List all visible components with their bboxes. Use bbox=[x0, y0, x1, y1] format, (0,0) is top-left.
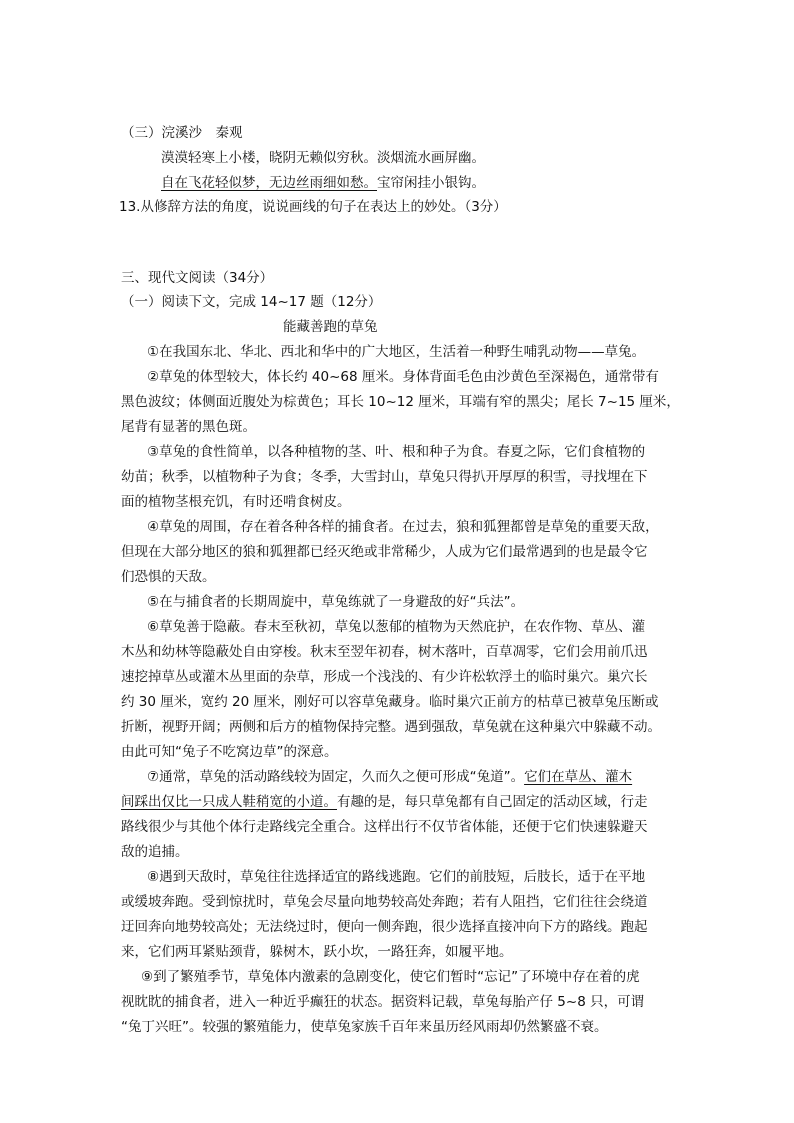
poem-underlined-lines: 自在飞花轻似梦，无边丝雨细如愁。 bbox=[161, 175, 377, 191]
sub-heading: （一）阅读下文，完成 14~17 题（12分） bbox=[121, 294, 382, 310]
paragraph-3-line: 面的植物茎根充饥，有时还啃食树皮。 bbox=[121, 494, 351, 510]
poem-line-2 bbox=[161, 174, 485, 192]
paragraph-4-line: 但现在大部分地区的狼和狐狸都已经灭绝或非常稀少，人成为它们最常遇到的也是最令它 bbox=[121, 544, 648, 560]
poem-line-1: 漠漠轻寒上小楼，晓阴无赖似穷秋。淡烟流水画屏幽。 bbox=[161, 150, 485, 166]
paragraph-9-line: ⑨到了繁殖季节，草兔体内激素的急剧变化，使它们暂时“忘记”了环境中存在着的虎 bbox=[141, 969, 640, 985]
paragraph-1: ①在我国东北、华北、西北和华中的广大地区，生活着一种野生哺乳动物——草兔。 bbox=[147, 344, 646, 360]
poem-line-2-rest: 宝帘闲挂小银钩。 bbox=[377, 175, 485, 191]
paragraph-7-line bbox=[121, 793, 648, 811]
poem-heading: （三）浣溪沙 秦观 bbox=[121, 125, 243, 141]
paragraph-3-line: 幼苗；秋季，以植物种子为食；冬季，大雪封山，草兔只得扒开厚厚的积雪，寻找埋在下 bbox=[121, 469, 648, 485]
paragraph-7-line: 敌的追捕。 bbox=[121, 844, 189, 860]
paragraph-6-line: 速挖掉草丛或灌木丛里面的杂草，形成一个浅浅的、有少许松软浮土的临时巢穴。巢穴长 bbox=[121, 669, 648, 685]
paragraph-3-line: ③草兔的食性简单，以各种植物的茎、叶、根和种子为食。春夏之际，它们食植物的 bbox=[147, 444, 646, 460]
paragraph-6-line: 约 30 厘米，宽约 20 厘米，刚好可以容草兔藏身。临时巢穴正前方的枯草已被草兔压断或 bbox=[121, 694, 659, 710]
paragraph-2-line: 尾背有显著的黑色斑。 bbox=[121, 419, 256, 435]
paragraph-6-line: 木丛和幼林等隐蔽处自由穿梭。秋末至翌年初春，树木落叶，百草凋零，它们会用前爪迅 bbox=[121, 644, 648, 660]
paragraph-8-line: 来，它们两耳紧贴颈背，躲树木，跃小坎，一路狂奔，如履平地。 bbox=[121, 944, 513, 960]
paragraph-9-line: “兔丁兴旺”。较强的繁殖能力，使草兔家族千百年来虽历经风雨却仍然繁盛不衰。 bbox=[121, 1019, 608, 1035]
section-heading: 三、现代文阅读（34分） bbox=[121, 270, 274, 286]
paragraph-7-line: 路线很少与其他个体行走路线完全重合。这样出行不仅节省体能，还便于它们快速躲避天 bbox=[121, 819, 648, 835]
paragraph-8-line: ⑧遇到天敌时，草兔往往选择适宜的路线逃跑。它们的前肢短，后肢长，适于在平地 bbox=[147, 869, 646, 885]
paragraph-9-line: 视眈眈的捕食者，进入一种近乎癫狂的状态。据资料记载，草兔每胎产仔 5~8 只，可谓 bbox=[121, 994, 645, 1010]
paragraph-8-line: 或缓坡奔跑。受到惊扰时，草兔会尽量向地势较高处奔跑；若有人阻挡，它们往往会绕道 bbox=[121, 894, 648, 910]
paragraph-7-underlined: 它们在草丛、灌木 bbox=[524, 769, 633, 785]
paragraph-6-line: 由此可知“兔子不吃窝边草”的深意。 bbox=[121, 744, 338, 760]
paragraph-6-line: 折断，视野开阔；两侧和后方的植物保持完整。遇到强敌，草兔就在这种巢穴中躲藏不动。 bbox=[121, 719, 661, 735]
paragraph-7-line bbox=[147, 768, 632, 786]
paragraph-6-line: ⑥草兔善于隐蔽。春末至秋初，草兔以葱郁的植物为天然庇护，在农作物、草丛、灌 bbox=[147, 619, 646, 635]
article-title: 能藏善跑的草兔 bbox=[283, 319, 378, 335]
paragraph-4-line: ④草兔的周围，存在着各种各样的捕食者。在过去，狼和狐狸都曾是草兔的重要天敌， bbox=[147, 519, 659, 535]
question-13: 13.从修辞方法的角度，说说画线的句子在表达上的妙处。（3分） bbox=[119, 199, 507, 215]
paragraph-7-rest: 有趣的是，每只草兔都有自己固定的活动区域，行走 bbox=[337, 794, 648, 810]
paragraph-7-plain: ⑦通常，草兔的活动路线较为固定，久而久之便可形成“兔道”。 bbox=[147, 769, 525, 785]
paragraph-8-line: 迂回奔向地势较高处；无法绕过时，便向一侧奔跑，很少选择直接冲向下方的路线。跑起 bbox=[121, 919, 648, 935]
paragraph-7-underlined: 间踩出仅比一只成人鞋稍宽的小道。 bbox=[121, 794, 337, 810]
paragraph-2-line: 黑色波纹；体侧面近腹处为棕黄色；耳长 10~12 厘米，耳端有窄的黑尖；尾长 7~15 厘米， bbox=[121, 394, 680, 410]
paragraph-4-line: 们恐惧的天敌。 bbox=[121, 569, 216, 585]
paragraph-5: ⑤在与捕食者的长期周旋中，草兔练就了一身避敌的好“兵法”。 bbox=[147, 594, 525, 610]
paragraph-2-line: ②草兔的体型较大，体长约 40~68 厘米。身体背面毛色由沙黄色至深褐色，通常带有 bbox=[147, 369, 659, 385]
